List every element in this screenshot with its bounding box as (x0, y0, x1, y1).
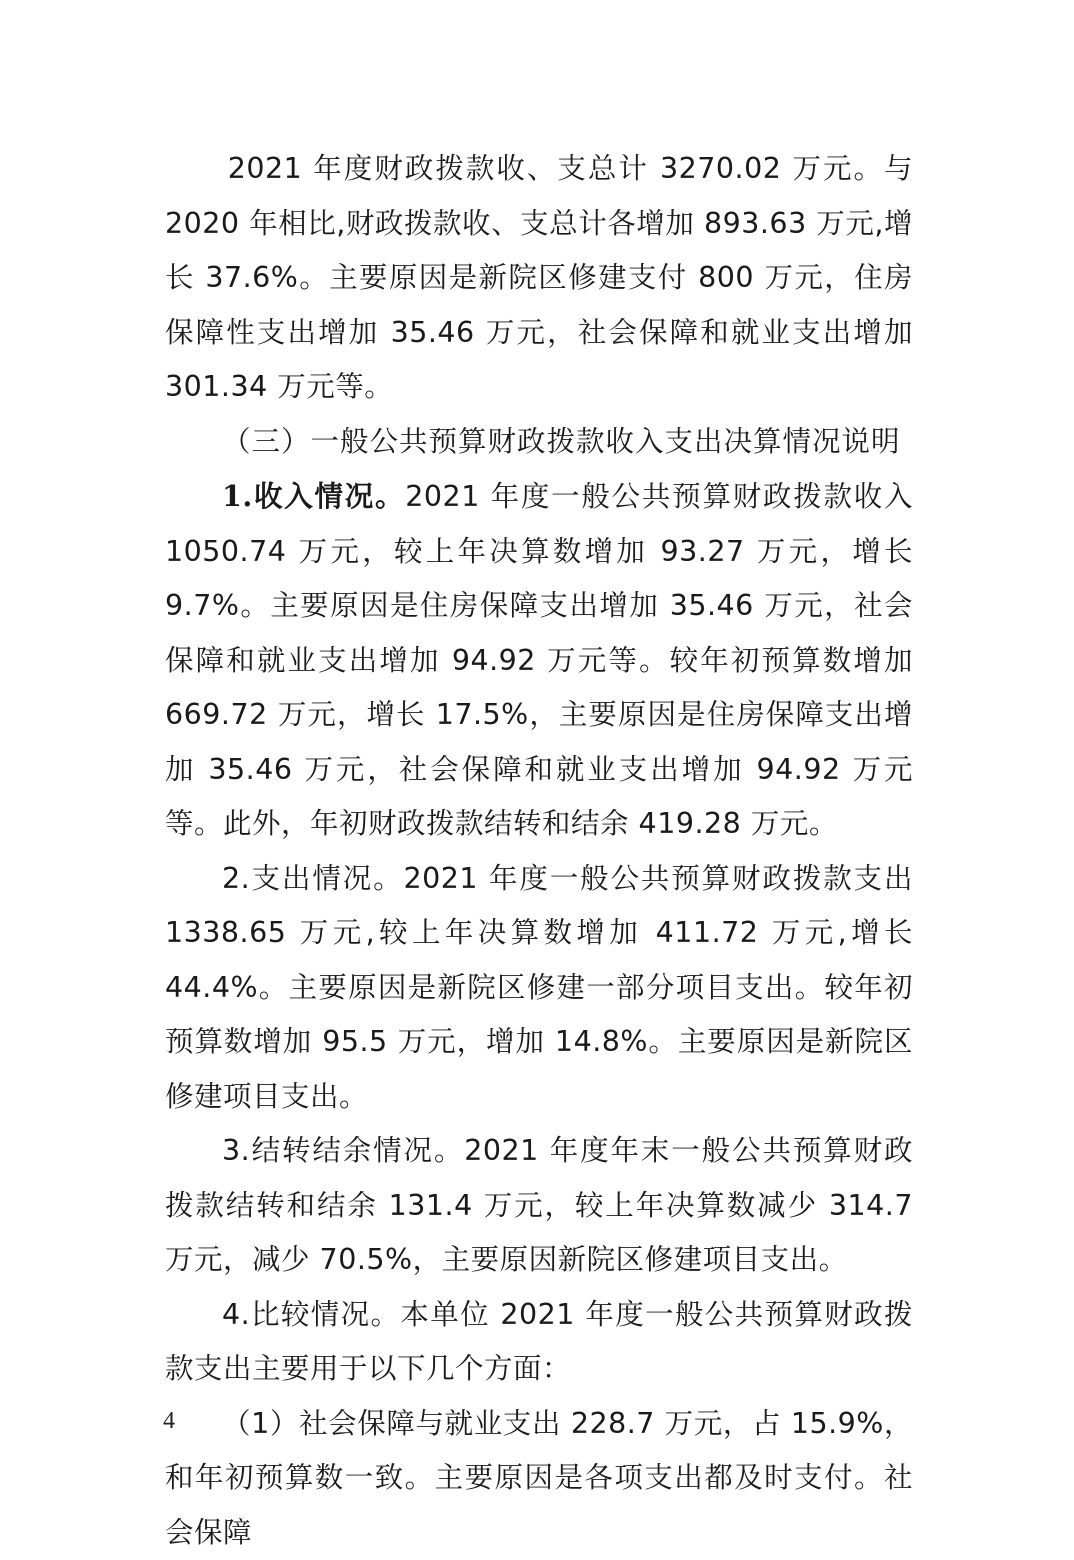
section-heading: （三）一般公共预算财政拨款收入支出决算情况说明 (165, 415, 913, 470)
income-lead: 1.收入情况。 (222, 479, 405, 513)
document-body (165, 142, 913, 1560)
page-number: 4 (163, 1408, 175, 1435)
paragraph-expenditure: 2.支出情况。2021 年度一般公共预算财政拨款支出 1338.65 万元,较上年决算数增加 411.72 万元,增长 44.4%。主要原因是新院区修建一部分项目支出。较年初预算数增加 95.5 万元，增加 14.8%。主要原因是新院区修建项目支出。 (165, 852, 913, 1125)
paragraph-comparison: 4.比较情况。本单位 2021 年度一般公共预算财政拨款支出主要用于以下几个方面： (165, 1288, 913, 1397)
paragraph-income (165, 469, 913, 852)
paragraph-carryover: 3.结转结余情况。2021 年度年末一般公共预算财政拨款结转和结余 131.4 万元，较上年决算数减少 314.7 万元，减少 70.5%，主要原因新院区修建项目支出。 (165, 1124, 913, 1288)
income-text: 2021 年度一般公共预算财政拨款收入 1050.74 万元，较上年决算数增加 93.27 万元，增长 9.7%。主要原因是住房保障支出增加 35.46 万元，社会保障和就业支出增加 94.92 万元等。较年初预算数增加 669.72 万元，增长 17.5%，主要原因是住房保障支出增加 35.46 万元，社会保障和就业支出增加 94.92 万元等。此外，年初财政拨款结转和结余 419.28 万元。 (165, 480, 913, 840)
paragraph-item-1: （1）社会保障与就业支出 228.7 万元，占 15.9%，和年初预算数一致。主要原因是各项支出都及时支付。社会保障 (165, 1397, 913, 1560)
paragraph-fiscal-total: 2021 年度财政拨款收、支总计 3270.02 万元。与 2020 年相比,财政拨款收、支总计各增加 893.63 万元,增长 37.6%。主要原因是新院区修建支付 800 万元，住房保障性支出增加 35.46 万元，社会保障和就业支出增加 301.34 万元等。 (165, 142, 913, 415)
